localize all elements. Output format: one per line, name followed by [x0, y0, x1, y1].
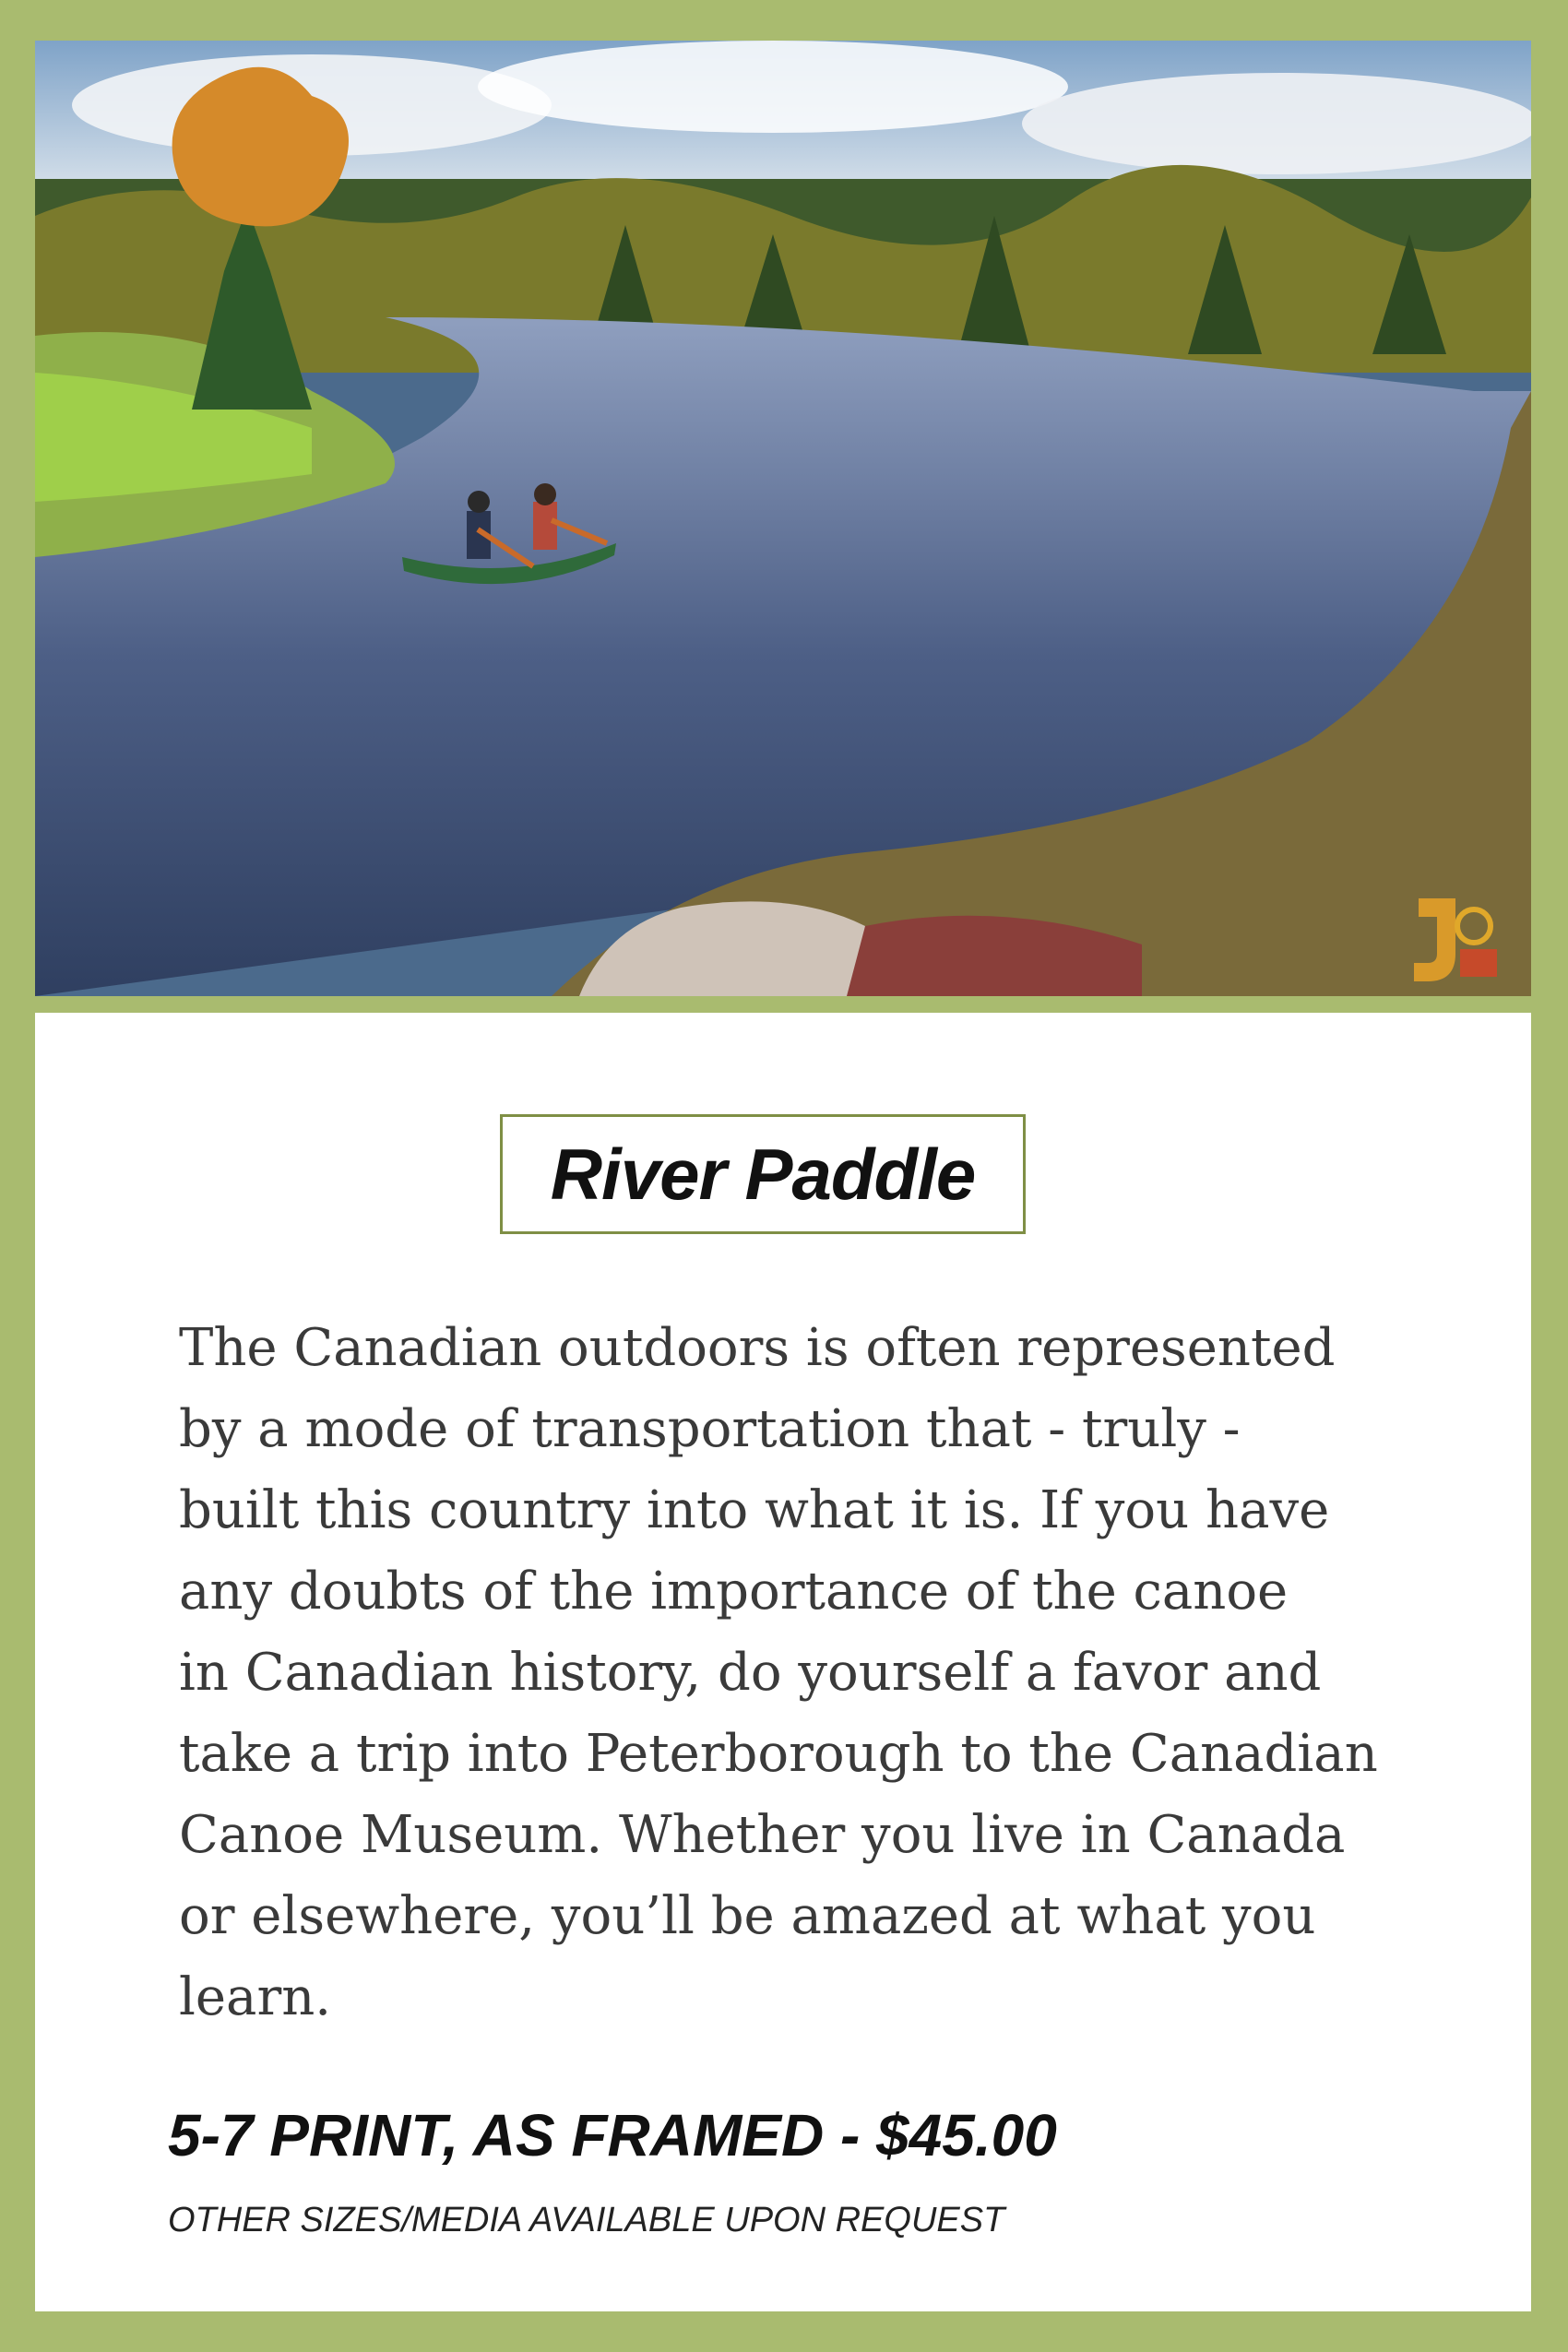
paddler-front: [533, 502, 557, 550]
description-line: in Canadian history, do yourself a favor and: [179, 1643, 1322, 1703]
print-title: River Paddle: [550, 1133, 976, 1215]
description-line: The Canadian outdoors is often represented: [179, 1318, 1336, 1378]
availability-note: OTHER SIZES/MEDIA AVAILABLE UPON REQUEST: [168, 2201, 1005, 2239]
print-title-box: [500, 1114, 1026, 1234]
cloud: [1022, 73, 1531, 174]
description-line: by a mode of transportation that - truly -: [179, 1399, 1241, 1459]
photo-illustration: [35, 41, 1531, 996]
cloud: [478, 41, 1068, 133]
description-line: or elsewhere, you’ll be amazed at what you: [179, 1886, 1316, 1946]
price-line: 5-7 PRINT, AS FRAMED - $45.00: [168, 2102, 1057, 2168]
description-line: built this country into what it is. If you have: [179, 1480, 1330, 1540]
description-line: learn.: [179, 1967, 332, 2027]
description-line: take a trip into Peterborough to the Canadian: [179, 1724, 1378, 1784]
description-line: Canoe Museum. Whether you live in Canada: [179, 1805, 1346, 1865]
print-details-panel: [35, 1013, 1531, 2311]
river-paddle-photo: [35, 41, 1531, 996]
print-description: [179, 1308, 1415, 2038]
description-line: any doubts of the importance of the canoe: [179, 1562, 1289, 1621]
